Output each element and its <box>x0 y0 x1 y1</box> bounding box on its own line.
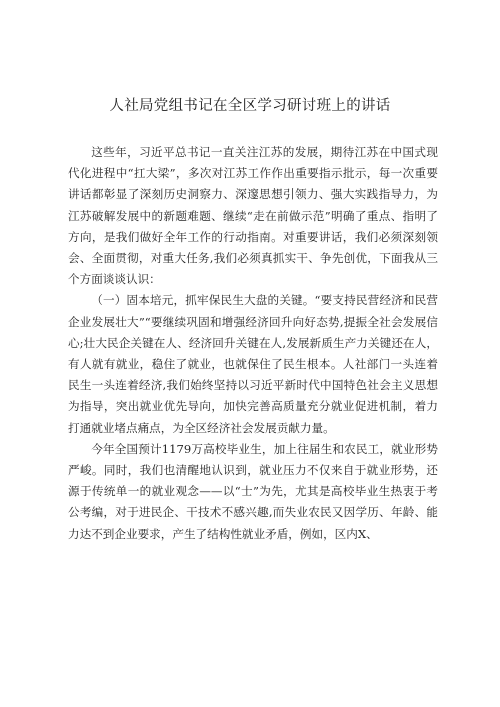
document-body <box>68 142 438 545</box>
paragraph: 这些年，习近平总书记一直关注江苏的发展，期待江苏在中国式现代化进程中“扛大梁”，多次对江苏工作作出重要指示批示，每一次重要讲话都彰显了深刻历史洞察力、深邃思想引领力、强大实践指导力，为江苏破解发展中的新题难题、继续“走在前做示范”明确了重点、指明了方向，是我们做好全年工作的行动指南。对重要讲话，我们必须深刻领会、全面贯彻，对重大任务,我们必须真抓实干、争先创优，下面我从三个方面谈谈认识： <box>68 145 438 287</box>
paragraph: 今年全国预计1179万高校毕业生，加上往届生和农民工，就业形势严峻。同时，我们也清醒地认识到，就业压力不仅来自于就业形势，还源于传统单一的就业观念——以“士”为先，尤其是高校毕业生热衷于考公考编，对于进民企、干技术不感兴趣,而失业农民又因学历、年龄、能力达不到企业要求，产生了结构性就业矛盾，例如，区内X、 <box>68 441 438 541</box>
document-title: 人社局党组书记在全区学习研讨班上的讲话 <box>109 98 391 114</box>
paragraph: （一）固本培元，抓牢保民生大盘的关键。“要支持民营经济和民营企业发展壮大”“要继续巩固和增强经济回升向好态势,提振全社会发展信心;壮大民企关键在人、经济回升关键在人,发展新质生产力关键还在人，有人就有就业，稳住了就业，也就保住了民生根本。人社部门一头连着民生一头连着经济,我们始终坚持以习近平新时代中国特色社会主义思想为指导，突出就业优先导向，加快完善高质量充分就业促进机制，着力打通就业堵点痛点，为全区经济社会发展贡献力量。 <box>68 293 438 435</box>
